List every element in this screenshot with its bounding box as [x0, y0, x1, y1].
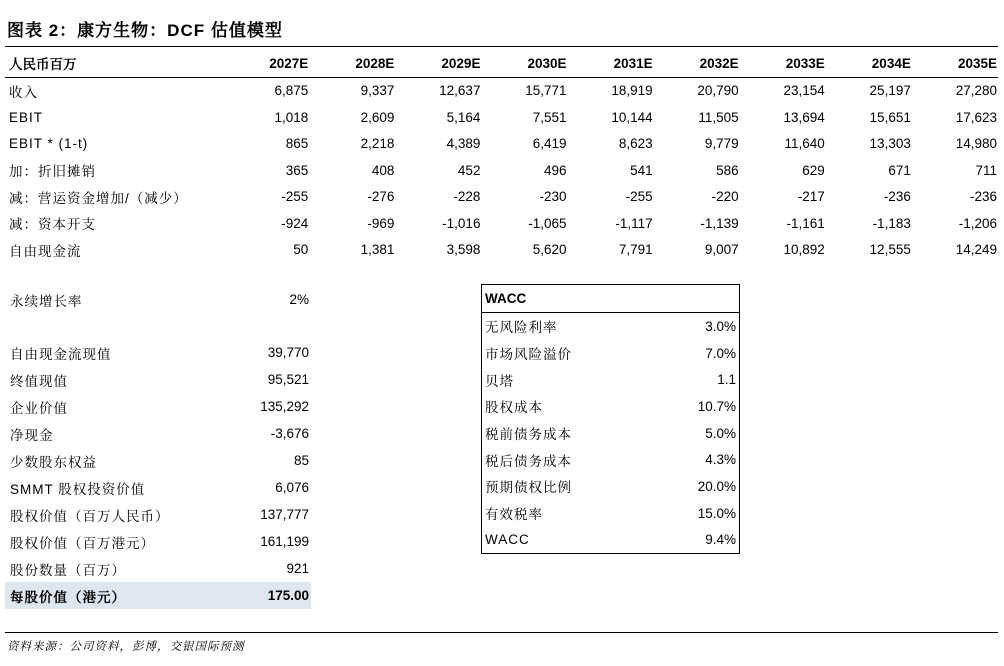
- dcf-row-label: 加：折旧摊销: [9, 164, 96, 180]
- summary-label: 净现金: [10, 427, 54, 443]
- dcf-cell: 18,919: [611, 83, 653, 99]
- summary-label: 股权价值（百万港元）: [10, 535, 155, 551]
- dcf-cell: -1,139: [700, 215, 739, 231]
- dcf-row-label: EBIT: [9, 109, 44, 125]
- dcf-row-label: EBIT * (1-t): [9, 136, 89, 152]
- dcf-row: [5, 104, 998, 131]
- dcf-cell: 452: [457, 162, 481, 178]
- year-header: 2034E: [871, 55, 911, 71]
- dcf-cell: 1,381: [360, 242, 395, 258]
- summary-value: 95,521: [267, 372, 309, 387]
- dcf-cell: -255: [625, 189, 653, 205]
- wacc-label: 预期债权比例: [485, 480, 572, 496]
- dcf-cell: -969: [367, 215, 395, 231]
- growth-row: [5, 286, 311, 313]
- dcf-cell: 14,249: [955, 242, 997, 258]
- dcf-cell: 12,637: [439, 83, 481, 99]
- year-header: 2027E: [269, 55, 309, 71]
- wacc-label: 股权成本: [485, 400, 543, 416]
- year-header: 2033E: [785, 55, 825, 71]
- dcf-cell: 408: [371, 162, 395, 178]
- wacc-label: 有效税率: [485, 507, 543, 523]
- dcf-cell: -220: [711, 189, 739, 205]
- dcf-cell: 11,505: [698, 109, 739, 125]
- year-header: 2028E: [355, 55, 395, 71]
- summary-value: 921: [286, 561, 309, 576]
- dcf-cell: 15,771: [525, 83, 567, 99]
- dcf-cell: 23,154: [783, 83, 825, 99]
- dcf-row: [5, 210, 998, 237]
- dcf-row: [5, 237, 998, 264]
- year-header: 2030E: [527, 55, 567, 71]
- wacc-label: 无风险利率: [485, 320, 558, 336]
- summary-label: 股权价值（百万人民币）: [10, 508, 170, 524]
- dcf-cell: 11,640: [784, 136, 825, 152]
- wacc-value: 1.1: [717, 372, 736, 388]
- dcf-cell: 10,144: [611, 109, 653, 125]
- dcf-cell: -217: [797, 189, 825, 205]
- wacc-row: [482, 500, 739, 527]
- wacc-row: [482, 446, 739, 473]
- dcf-cell: -236: [969, 189, 997, 205]
- dcf-cell: -1,117: [615, 215, 653, 231]
- per-share-label: 每股价值（港元）: [5, 582, 205, 609]
- dcf-cell: 4,389: [446, 136, 481, 152]
- wacc-value: 20.0%: [697, 478, 736, 494]
- wacc-label: 税前债务成本: [485, 427, 572, 443]
- wacc-value: 7.0%: [705, 345, 736, 361]
- per-share-row: [5, 582, 311, 609]
- wacc-row: [482, 473, 739, 500]
- year-header: 2035E: [957, 55, 997, 71]
- dcf-cell: 365: [285, 162, 309, 178]
- summary-value: 6,076: [275, 480, 309, 495]
- dcf-cell: 541: [630, 162, 653, 178]
- dcf-cell: 496: [544, 162, 567, 178]
- wacc-value: 9.4%: [705, 532, 736, 548]
- summary-row: [5, 447, 311, 474]
- dcf-cell: 7,791: [618, 242, 653, 258]
- dcf-cell: 15,651: [869, 109, 911, 125]
- wacc-box: [481, 284, 740, 554]
- wacc-value: 4.3%: [705, 452, 736, 468]
- summary-value: 85: [293, 453, 309, 468]
- dcf-cell: -236: [883, 189, 911, 205]
- summary-value: 161,199: [260, 534, 309, 549]
- dcf-cell: 20,790: [697, 83, 739, 99]
- growth-label: 永续增长率: [10, 293, 83, 309]
- dcf-cell: 9,779: [704, 136, 739, 152]
- summary-value: -3,676: [270, 426, 309, 441]
- summary-row: [5, 339, 311, 366]
- dcf-cell: 629: [802, 162, 825, 178]
- dcf-cell: -1,065: [528, 215, 567, 231]
- dcf-cell: 5,620: [532, 242, 567, 258]
- dcf-row: [5, 157, 998, 184]
- wacc-label: 市场风险溢价: [485, 347, 572, 363]
- wacc-row: [482, 366, 739, 393]
- dcf-row-label: 减：营运资金增加/（减少）: [9, 190, 188, 206]
- summary-label: 企业价值: [10, 400, 68, 416]
- per-share-value: 175.00: [205, 582, 311, 609]
- unit-label: 人民币百万: [9, 57, 77, 73]
- dcf-cell: 13,303: [869, 136, 911, 152]
- wacc-row: [482, 340, 739, 367]
- wacc-value: 15.0%: [697, 505, 736, 521]
- dcf-cell: 14,980: [955, 136, 997, 152]
- wacc-label: 税后债务成本: [485, 453, 572, 469]
- summary-row: [5, 474, 311, 501]
- source-note: 资料来源：公司资料，彭博，交银国际预测: [7, 641, 245, 653]
- wacc-value: 5.0%: [705, 425, 736, 441]
- dcf-cell: 711: [975, 162, 997, 178]
- figure-title: 图表 2：康方生物：DCF 估值模型: [7, 21, 283, 40]
- dcf-cell: 10,892: [783, 242, 825, 258]
- dcf-cell: -1,161: [786, 215, 825, 231]
- valuation-summary: [5, 286, 311, 609]
- dcf-cell: 25,197: [869, 83, 911, 99]
- dcf-cell: 17,623: [955, 109, 997, 125]
- growth-value: 2%: [289, 292, 309, 307]
- summary-value: 39,770: [267, 345, 309, 360]
- dcf-cell: 13,694: [783, 109, 825, 125]
- dcf-cell: 27,280: [955, 83, 997, 99]
- summary-label: 股份数量（百万）: [10, 562, 126, 578]
- dcf-row-label: 收入: [9, 84, 38, 100]
- wacc-row: [482, 420, 739, 447]
- dcf-cell: -228: [453, 189, 481, 205]
- dcf-cell: 865: [285, 136, 309, 152]
- dcf-row: [5, 184, 998, 211]
- year-header: 2031E: [613, 55, 653, 71]
- dcf-cell: -230: [539, 189, 567, 205]
- wacc-header-row: [482, 285, 739, 313]
- wacc-row: [482, 313, 739, 340]
- dcf-row-label: 自由现金流: [9, 243, 82, 259]
- wacc-row: [482, 527, 739, 554]
- dcf-table: [5, 50, 998, 263]
- dcf-cell: 6,419: [532, 136, 567, 152]
- dcf-row: [5, 131, 998, 158]
- dcf-cell: 50: [293, 242, 309, 258]
- summary-label: 终值现值: [10, 373, 68, 389]
- dcf-cell: 586: [716, 162, 739, 178]
- dcf-cell: 1,018: [274, 109, 309, 125]
- dcf-cell: 2,218: [360, 136, 395, 152]
- dcf-cell: 8,623: [618, 136, 653, 152]
- dcf-cell: 3,598: [446, 242, 481, 258]
- dcf-cell: 9,337: [360, 83, 395, 99]
- dcf-cell: -255: [281, 189, 309, 205]
- wacc-value: 10.7%: [697, 398, 736, 414]
- dcf-cell: -924: [281, 215, 309, 231]
- dcf-cell: -1,183: [872, 215, 911, 231]
- wacc-value: 3.0%: [705, 318, 736, 334]
- summary-row: [5, 501, 311, 528]
- dcf-cell: -1,016: [442, 215, 481, 231]
- wacc-label: 贝塔: [485, 373, 514, 389]
- dcf-cell: 6,875: [274, 83, 309, 99]
- summary-label: SMMT 股权投资价值: [10, 481, 146, 497]
- wacc-title: WACC: [482, 285, 632, 313]
- dcf-cell: 2,609: [360, 109, 395, 125]
- dcf-cell: 9,007: [704, 242, 739, 258]
- dcf-row: [5, 77, 998, 104]
- summary-row: [5, 420, 311, 447]
- dcf-cell: 12,555: [869, 242, 911, 258]
- dcf-cell: 5,164: [446, 109, 481, 125]
- dcf-header-row: [5, 50, 998, 77]
- wacc-row: [482, 393, 739, 420]
- dcf-cell: 7,551: [532, 109, 567, 125]
- summary-label: 少数股东权益: [10, 454, 97, 470]
- dcf-cell: -276: [367, 189, 395, 205]
- year-header: 2032E: [699, 55, 739, 71]
- title-divider: [5, 46, 998, 47]
- dcf-cell: -1,206: [958, 215, 997, 231]
- summary-value: 135,292: [260, 399, 309, 414]
- summary-row: [5, 528, 311, 555]
- dcf-row-label: 减：资本开支: [9, 217, 96, 233]
- summary-row: [5, 366, 311, 393]
- source-divider: [5, 632, 998, 633]
- year-header: 2029E: [441, 55, 481, 71]
- summary-value: 137,777: [260, 507, 309, 522]
- dcf-cell: 671: [888, 162, 911, 178]
- summary-row: [5, 555, 311, 582]
- summary-row: [5, 393, 311, 420]
- summary-label: 自由现金流现值: [10, 346, 112, 362]
- wacc-label: WACC: [485, 532, 530, 548]
